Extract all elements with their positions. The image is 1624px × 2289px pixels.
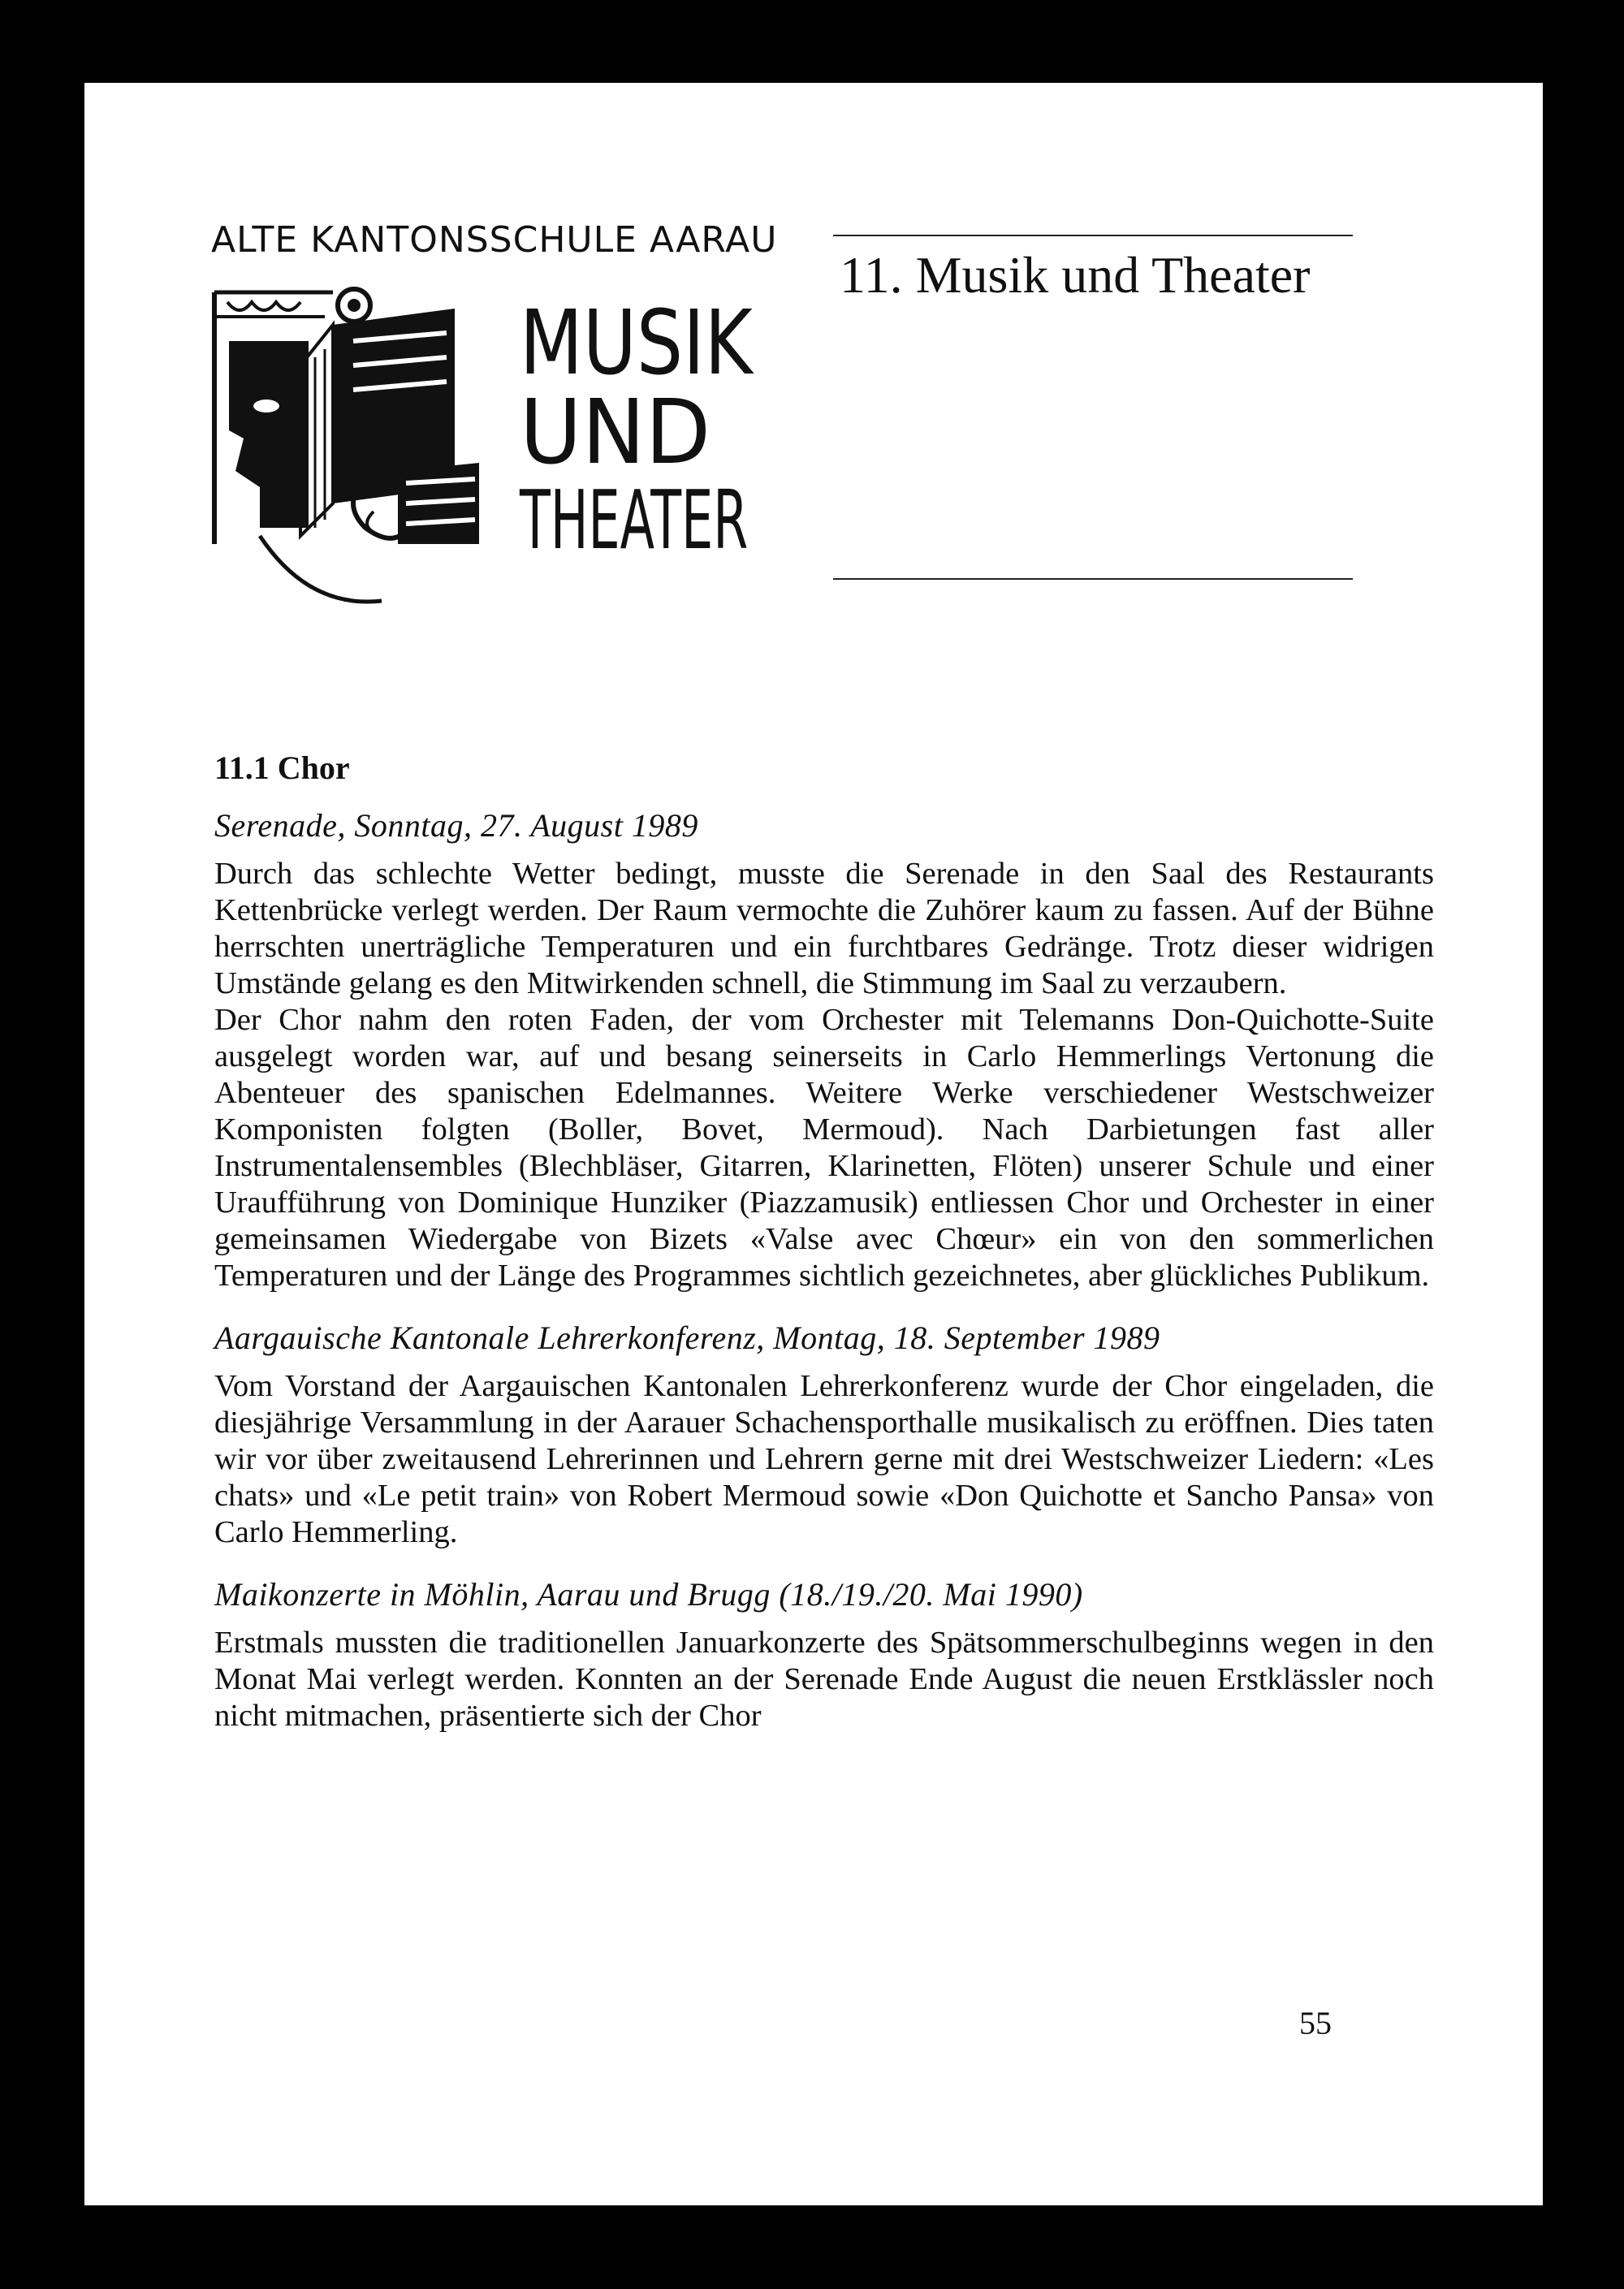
chapter-title: 11. Musik und Theater — [840, 246, 1311, 304]
page-number: 55 — [1299, 2005, 1332, 2041]
entry-paragraph: Durch das schlechte Wetter bedingt, musste die Serenade in den Saal des Restaurants Kettenbrücke verlegt werden. Der Raum vermochte die Zuhörer kaum zu fassen. Auf der Bühne herrschten unerträgliche Temperaturen und ein furchtbares Gedränge. Trotz dieser widrigen Umstände gelang es den Mitwirkenden schnell, die Stimmung im Saal zu verzaubern. — [214, 857, 1434, 1000]
logo-line-theater: THEATER — [520, 473, 749, 568]
entry-paragraph: Der Chor nahm den roten Faden, der vom Orchester mit Telemanns Don-Quichotte-Suite ausgelegt worden war, auf und besang seinerseits in Carlo Hemmerlings Vertonung die Abenteuer des spanischen Edelmannes. Weitere Werke verschiedener Westschweizer Komponisten folgten (Boller, Bovet, Mermoud). Nach Darbietungen fast aller Instrumentalensembles (Blechbläser, Gitarren, Klarinetten, Flöten) unserer Schule und einer Uraufführung von Dominique Hunziker (Piazzamusik) entliessen Chor und Orchester in einer gemeinsamen Wiedergabe von Bizets «Valse avec Chœur» ein von den sommerlichen Temperaturen und der Länge des Programmes sichtlich gezeichnetes, aber glückliches Publikum. — [214, 1003, 1434, 1293]
logo-line-und: UND — [520, 380, 711, 485]
article-body — [214, 749, 1434, 1734]
entry-subtitle: Serenade, Sonntag, 27. August 1989 — [214, 807, 698, 844]
school-logo — [211, 219, 869, 715]
entry-paragraph: Vom Vorstand der Aargauischen Kantonalen Lehrerkonferenz wurde der Chor eingeladen, die diesjährige Versammlung in der Aarauer Schachensporthalle musikalisch zu eröffnen. Dies taten wir vor über zweitausend Lehrerinnen und Lehrern gerne mit drei Westschweizer Liedern: «Les chats» und «Le petit train» von Robert Mermoud sowie «Don Quichotte et Sancho Pansa» von Carlo Hemmerling. — [214, 1369, 1434, 1549]
logo-line-musik: MUSIK — [520, 291, 753, 395]
section-heading: 11.1 Chor — [214, 749, 350, 786]
entry-subtitle: Maikonzerte in Möhlin, Aarau und Brugg (18./19./20. Mai 1990) — [214, 1576, 1083, 1613]
logo-caption: ALTE KANTONSSCHULE AARAU — [211, 219, 778, 261]
top-rule — [833, 235, 1353, 236]
musik-theater-emblem — [211, 268, 869, 674]
bottom-rule — [833, 578, 1353, 580]
document-page — [84, 83, 1543, 2205]
entry-paragraph: Erstmals mussten die traditionellen Januarkonzerte des Spätsommerschulbeginns wegen in den Monat Mai verlegt werden. Konnten an der Serenade Ende August die neuen Erstklässler noch nicht mitmachen, präsentierte sich der Chor — [214, 1626, 1434, 1733]
entry-subtitle: Aargauische Kantonale Lehrerkonferenz, Montag, 18. September 1989 — [214, 1319, 1160, 1356]
